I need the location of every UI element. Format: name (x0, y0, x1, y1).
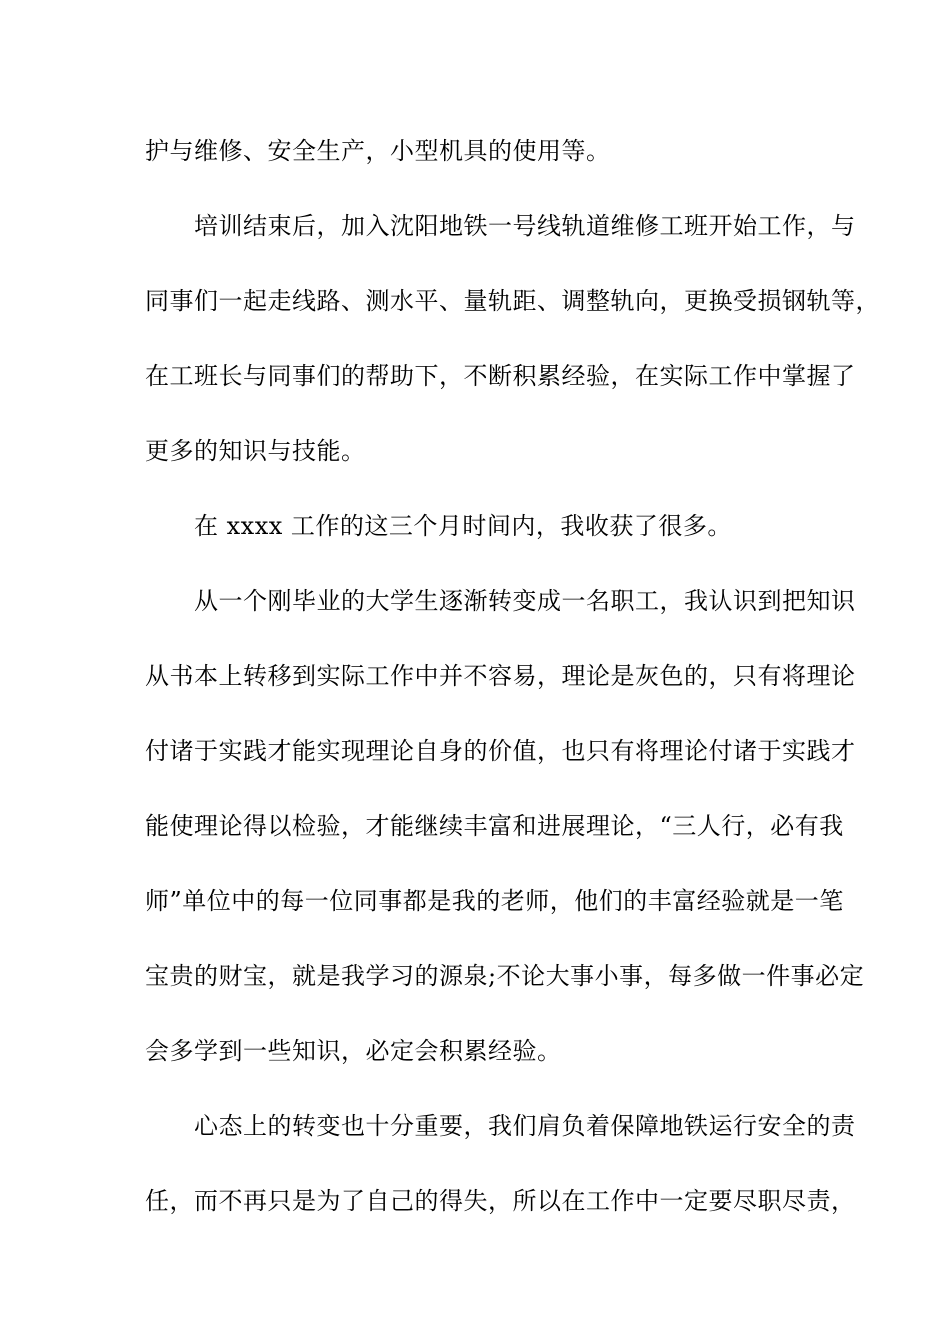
text-line: 在 xxxx 工作的这三个月时间内，我收获了很多。 (145, 512, 732, 540)
text-line: 能使理论得以检验，才能继续丰富和进展理论，“三人行，必有我 (145, 812, 844, 840)
text-line: 师”单位中的每一位同事都是我的老师，他们的丰富经验就是一笔 (145, 887, 844, 915)
text-line: 更多的知识与技能。 (145, 437, 366, 465)
text-line: 付诸于实践才能实现理论自身的价值，也只有将理论付诸于实践才 (145, 737, 856, 765)
text-line: 护与维修、安全生产，小型机具的使用等。 (145, 137, 611, 165)
text-line: 同事们一起走线路、测水平、量轨距、调整轨向，更换受损钢轨等， (145, 287, 880, 315)
text-line: 在工班长与同事们的帮助下，不断积累经验，在实际工作中掌握了 (145, 362, 856, 390)
text-line: 从一个刚毕业的大学生逐渐转变成一名职工，我认识到把知识 (145, 587, 856, 615)
text-line: 会多学到一些知识，必定会积累经验。 (145, 1037, 562, 1065)
text-line: 心态上的转变也十分重要，我们肩负着保障地铁运行安全的责 (145, 1112, 856, 1140)
text-line: 宝贵的财宝，就是我学习的源泉;不论大事小事，每多做一件事必定 (145, 962, 865, 990)
text-line: 任，而不再只是为了自己的得失，所以在工作中一定要尽职尽责， (145, 1187, 856, 1215)
text-line: 从书本上转移到实际工作中并不容易，理论是灰色的，只有将理论 (145, 662, 856, 690)
text-line: 培训结束后，加入沈阳地铁一号线轨道维修工班开始工作，与 (145, 212, 856, 240)
